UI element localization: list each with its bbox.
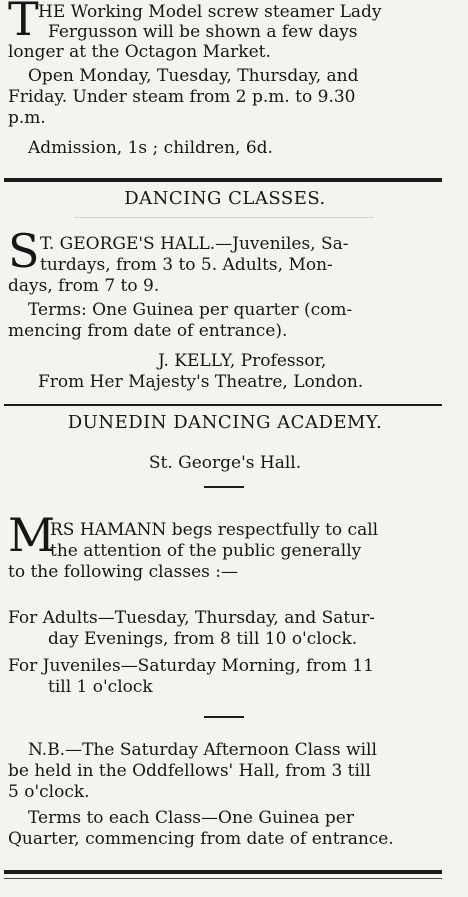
academy-heading: DUNEDIN DANCING ACADEMY. bbox=[67, 412, 383, 433]
bottom-divider bbox=[4, 870, 442, 874]
steamer-line-5: Friday. Under steam from 2 p.m. to 9.30 bbox=[8, 87, 356, 107]
nb-line-3: 5 o'clock. bbox=[8, 782, 90, 802]
academy-terms-2: Quarter, commencing from date of entrance. bbox=[8, 829, 394, 849]
adults-classes-2: day Evenings, from 8 till 10 o'clock. bbox=[48, 629, 358, 649]
dancing-classes-heading: DANCING CLASSES. bbox=[124, 188, 326, 209]
short-rule-2 bbox=[204, 716, 244, 718]
academy-terms-1: Terms to each Class—One Guinea per bbox=[28, 808, 354, 828]
steamer-admission: Admission, 1s ; children, 6d. bbox=[28, 138, 273, 158]
newspaper-advertisements-column bbox=[4, 0, 446, 897]
nb-line-1: N.B.—The Saturday Afternoon Class will bbox=[28, 740, 377, 760]
adults-classes-1: For Adults—Tuesday, Thursday, and Satur- bbox=[8, 608, 376, 628]
drop-cap-s: S bbox=[8, 224, 40, 278]
juveniles-classes-1: For Juveniles—Saturday Morning, from 11 bbox=[8, 656, 374, 676]
section-divider-2 bbox=[4, 404, 442, 406]
steamer-line-1: HE Working Model screw steamer Lady bbox=[38, 2, 382, 22]
dancing-terms-2: mencing from date of entrance). bbox=[8, 321, 288, 341]
dancing-terms-1: Terms: One Guinea per quarter (com- bbox=[28, 300, 353, 320]
section-divider bbox=[4, 178, 442, 182]
juveniles-classes-2: till 1 o'clock bbox=[48, 677, 153, 697]
steamer-line-2: Fergusson will be shown a few days bbox=[48, 22, 358, 42]
steamer-line-3: longer at the Octagon Market. bbox=[8, 42, 271, 62]
dancing-line-3: days, from 7 to 9. bbox=[8, 276, 160, 296]
steamer-line-6: p.m. bbox=[8, 108, 46, 128]
bottom-divider-thin bbox=[4, 878, 442, 879]
academy-line-3: to the following classes :— bbox=[8, 562, 239, 582]
steamer-line-4: Open Monday, Tuesday, Thursday, and bbox=[28, 66, 359, 86]
academy-line-1: RS HAMANN begs respectfully to call bbox=[50, 520, 379, 540]
professor-origin: From Her Majesty's Theatre, London. bbox=[38, 372, 364, 392]
dancing-line-2: turdays, from 3 to 5. Adults, Mon- bbox=[40, 255, 333, 275]
academy-venue: St. George's Hall. bbox=[148, 453, 302, 473]
drop-cap-m: M bbox=[8, 508, 56, 562]
nb-line-2: be held in the Oddfellows' Hall, from 3 till bbox=[8, 761, 371, 781]
faint-rule bbox=[74, 217, 374, 218]
dancing-line-1: T. GEORGE'S HALL.—Juveniles, Sa- bbox=[40, 234, 349, 254]
short-rule bbox=[204, 486, 244, 488]
professor-name: J. KELLY, Professor, bbox=[158, 351, 327, 371]
drop-cap-t: T bbox=[8, 0, 39, 46]
academy-line-2: the attention of the public generally bbox=[50, 541, 362, 561]
